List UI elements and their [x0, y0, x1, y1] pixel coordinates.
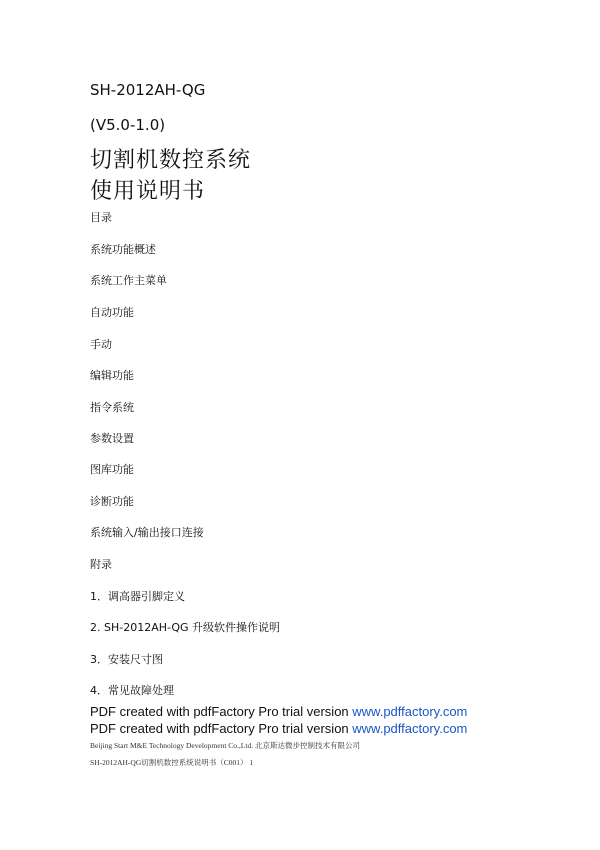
- footer-company: Beijing Start M&E Technology Development Co.,Ltd. 北京斯达微步控制技术有限公司: [90, 741, 360, 750]
- toc-item: 1．调高器引脚定义: [90, 590, 185, 603]
- toc-item: 2. SH-2012AH-QG 升级软件操作说明: [90, 621, 281, 634]
- watermark-text: PDF created with pdfFactory Pro trial version: [90, 721, 353, 736]
- toc-item: 参数设置: [90, 432, 134, 445]
- toc-item: 编辑功能: [90, 369, 134, 382]
- document-title: 切割机数控系统: [90, 148, 252, 173]
- model-number: SH-2012AH-QG: [90, 81, 206, 99]
- toc-item: 系统功能概述: [90, 243, 156, 256]
- toc-item: 4．常见故障处理: [90, 684, 174, 697]
- toc-item: 诊断功能: [90, 495, 134, 508]
- footer-doc-line: SH-2012AH-QG切割机数控系统说明书（C001） 1: [90, 758, 254, 767]
- toc-item: 附录: [90, 558, 112, 571]
- toc-item: 自动功能: [90, 306, 134, 319]
- pdf-watermark-line: [90, 721, 467, 736]
- toc-item: 指令系统: [90, 401, 134, 414]
- pdf-watermark-line: [90, 704, 467, 719]
- watermark-link[interactable]: www.pdffactory.com: [352, 704, 468, 719]
- watermark-link[interactable]: www.pdffactory.com: [352, 721, 468, 736]
- toc-item: 手动: [90, 338, 112, 351]
- toc-item: 系统工作主菜单: [90, 274, 167, 287]
- watermark-text: PDF created with pdfFactory Pro trial version: [90, 704, 353, 719]
- toc-item: 图库功能: [90, 463, 134, 476]
- version-label: (V5.0-1.0): [90, 116, 166, 134]
- toc-item: 3．安装尺寸图: [90, 653, 163, 666]
- document-subtitle: 使用说明书: [90, 179, 206, 204]
- toc-item: 目录: [90, 211, 112, 224]
- toc-item: 系统输入/输出接口连接: [90, 526, 204, 539]
